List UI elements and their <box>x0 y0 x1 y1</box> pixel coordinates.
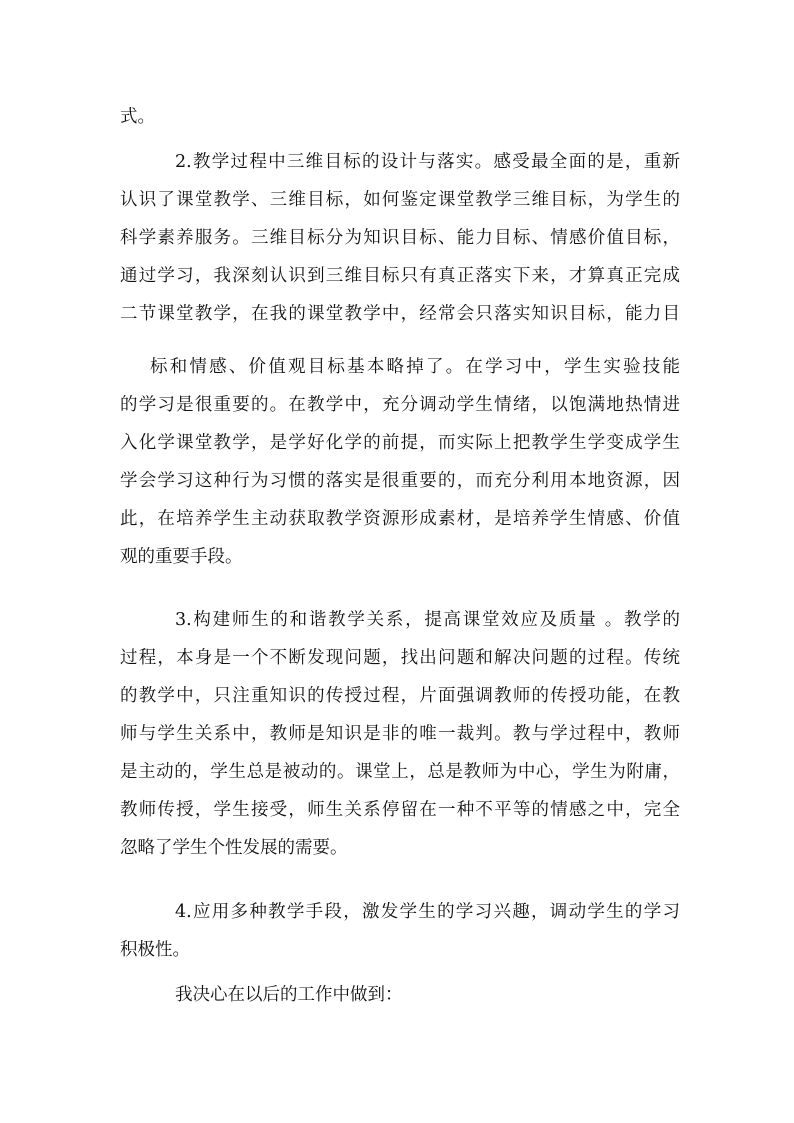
text-line: 二节课堂教学，在我的课堂教学中，经常会只落实知识目标，能力目 <box>120 304 680 324</box>
text-line: 师与学生关系中，教师是知识是非的唯一裁判。教与学过程中，教师 <box>120 724 680 744</box>
text-line: 过程，本身是一个不断发现问题，找出问题和解决问题的过程。传统 <box>120 648 680 668</box>
text-line: 认识了课堂教学、三维目标，如何鉴定课堂教学三维目标，为学生的 <box>120 190 680 210</box>
text-line: 教师传授，学生接受，师生关系停留在一种不平等的情感之中，完全 <box>120 800 680 820</box>
text-line: 观的重要手段。 <box>120 547 243 567</box>
text-line: 标和情感、价值观目标基本略掉了。在学习中，学生实验技能 <box>150 357 680 377</box>
text-line: 的学习是很重要的。在教学中，充分调动学生情绪，以饱满地热情进 <box>120 395 680 415</box>
text-line: 入化学课堂教学，是学好化学的前提，而实际上把教学生学变成学生 <box>120 433 680 453</box>
paragraph-heading-2: 2.教学过程中三维目标的设计与落实。感受最全面的是，重新 <box>175 152 680 172</box>
text-line: 式。 <box>120 107 155 127</box>
text-line: 学会学习这种行为习惯的落实是很重要的，而充分利用本地资源，因 <box>120 471 680 491</box>
text-line: 通过学习，我深刻认识到三维目标只有真正落实下来，才算真正完成 <box>120 266 680 286</box>
paragraph-heading-4: 4.应用多种教学手段，激发学生的学习兴趣，调动学生的学习 <box>175 902 680 922</box>
text-line: 是主动的，学生总是被动的。课堂上，总是教师为中心，学生为附庸， <box>120 762 680 782</box>
text-line: 积极性。 <box>120 940 190 960</box>
text-line: 此，在培养学生主动获取教学资源形成素材，是培养学生情感、价值 <box>120 509 680 529</box>
text-line: 的教学中，只注重知识的传授过程，片面强调教师的传授功能，在教 <box>120 686 680 706</box>
text-line: 科学素养服务。三维目标分为知识目标、能力目标、情感价值目标， <box>120 228 680 248</box>
paragraph-heading-3: 3.构建师生的和谐教学关系，提高课堂效应及质量 。教学的 <box>175 610 680 630</box>
text-line: 忽略了学生个性发展的需要。 <box>120 838 348 858</box>
closing-line: 我决心在以后的工作中做到： <box>175 985 403 1005</box>
